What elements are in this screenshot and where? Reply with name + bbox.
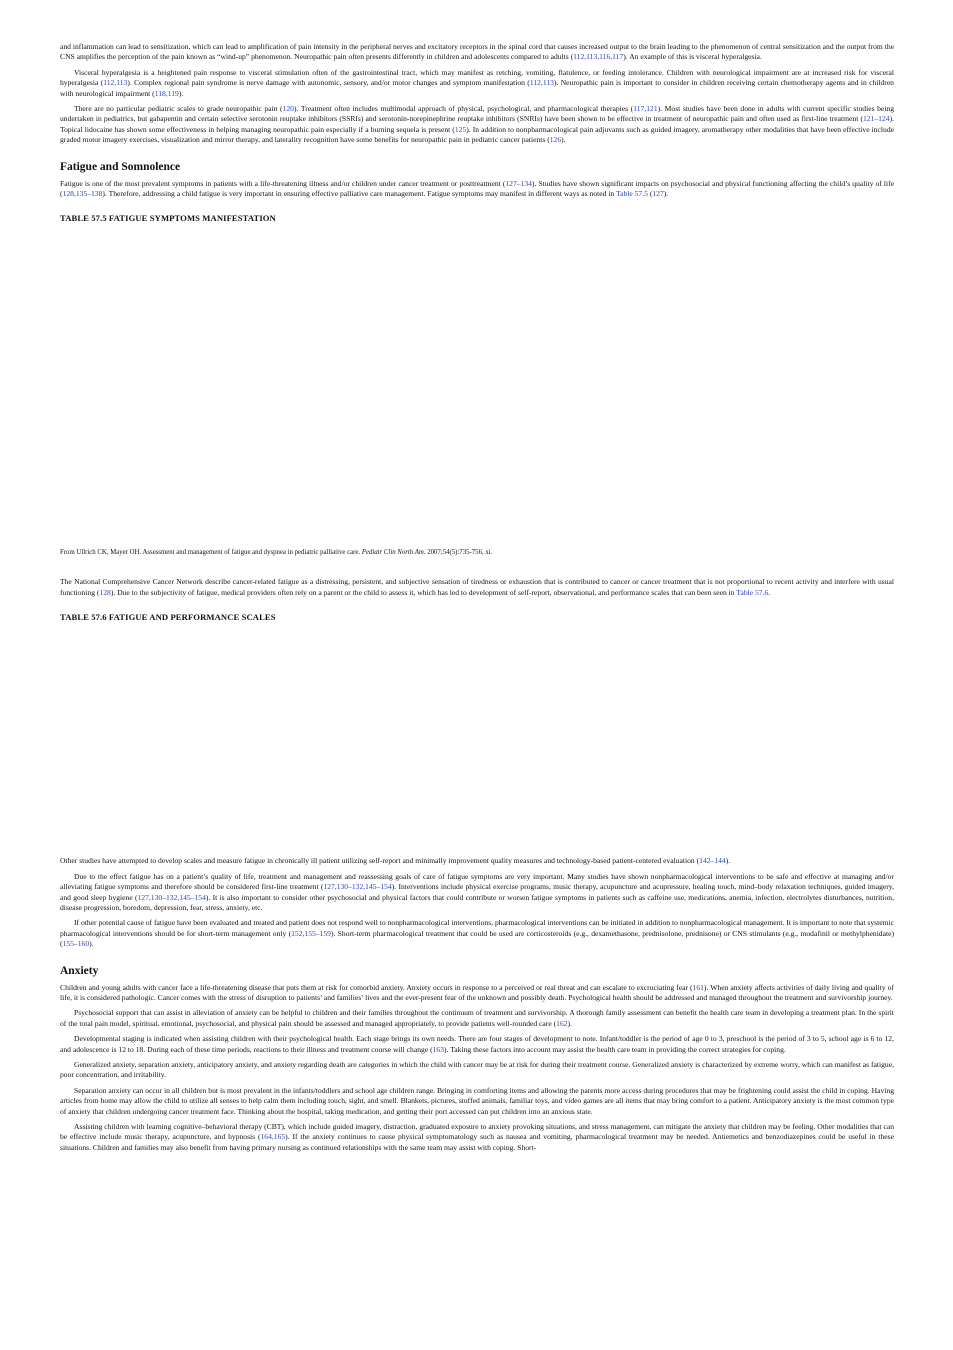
reference-link[interactable]: 164,165: [260, 1132, 286, 1142]
text: Due to the effect fatigue has on a patient’s quality of life, treatment and management and reassessing goals of care of fatigue symptoms are very important. Many studies have shown nonpharmacological interventions to be safe and effective at managing and/or alleviating fatigue symptoms and therefore should be considered first-line treatment (: [60, 871, 894, 892]
reference-link[interactable]: 127–134: [505, 178, 532, 188]
text: Other studies have attempted to develop scales and measure fatigue in chronically ill patient utilizing self-report and minimally improvement quality measures and technology-based patient-centered evaluation (: [60, 856, 700, 866]
paragraph-other-studies: [60, 856, 894, 866]
text: ).: [567, 1018, 572, 1028]
reference-link[interactable]: 125: [454, 124, 467, 134]
text: ).: [178, 88, 184, 98]
document-page: [60, 42, 894, 1158]
paragraph-developmental-staging: [60, 1034, 894, 1055]
text: ). Therefore, addressing a child fatigue is very important in ensuring effective palliative care management. Fatigue symptoms may manifest in different ways as noted in: [102, 189, 616, 199]
paragraph-psychosocial-support: [60, 1008, 894, 1029]
reference-link[interactable]: 161: [692, 982, 704, 992]
text: ).: [663, 189, 669, 199]
paragraph-potential-cause: [60, 918, 894, 949]
table-placeholder-57-5: [60, 223, 894, 548]
text: ). It is also important to consider other psychosocial and physical factors that could contribute or worsen fatigue symptoms in patients such as caffeine use, medications, anemia, infection, electrolytes disturbances, nutrition, disease progression, boredom, depression, fear, stress, anxiety, etc.: [60, 892, 894, 912]
text: ). Complex regional pain syndrome is nerve damage with autonomic, sensory, and/or motor changes and symptom manifestation (: [127, 78, 530, 88]
table-link[interactable]: Table 57.6: [736, 587, 769, 597]
paragraph-nccn: [60, 577, 894, 598]
text: ). Taking these factors into account may assist the health care team in providing the correct strategies for coping.: [444, 1044, 786, 1054]
text: Developmental staging is indicated when assisting children with their psychological health. Each stage brings its own needs. There are four stages of development to note. Infant/toddler is the period of age 0 to 3, preschool is the period of 3 to 5, school age is 6 to 12, and adolescence is 12 to 18. During each of these time periods, reactions to their illness and treatment course will change (: [60, 1034, 894, 1054]
reference-link[interactable]: 112,113: [529, 78, 554, 88]
reference-link[interactable]: 142–144: [699, 856, 726, 866]
reference-link[interactable]: 117,121: [633, 104, 658, 114]
reference-link[interactable]: 127,130–132,145–154: [323, 882, 392, 892]
paragraph-fatigue-effect: [60, 872, 894, 914]
text: Generalized anxiety, separation anxiety, anticipatory anxiety, and anxiety regarding death are categories in which the child with cancer may be at risk for during their treatment course. Generalized anxiety is characterized by extreme worry, which can manifest as fatigue, poor concentration, and irritability.: [60, 1059, 894, 1080]
paragraph-anxiety-intro: [60, 983, 894, 1004]
text: Separation anxiety can occur in all children but is most prevalent in the infants/toddlers and school age children range. Bringing in comforting items and allowing the parents more access during procedures that may be frightening could assist the child in coping. Having articles from home may allow the child to utilize all senses to help calm them including touch, sight, and smell. Blankets, pictures, stuffed animals, familiar toys, and video games are all items that may bring comfort to a patient. Anticipatory anxiety is the most common type of anxiety that children undergoing cancer treatment face. Thinking about the hospital, taking medication, and getting their port accessed can put children into an anxious state.: [60, 1085, 894, 1116]
text: Psychosocial support that can assist in alleviation of anxiety can be helpful to children and their families throughout the continuum of treatment and survivorship. A thorough family assessment can benefit the health care team in developing a treatment plan. In the spirit of the total pain model, spiritual, emotional, psychosocial, and physical pain should be assessed and managed appropriately, to provide patients well-rounded care (: [60, 1008, 894, 1028]
text: ). Neuropathic pain is important to consider in children receiving certain chemotherapy agents and in children with neurological impairment (: [60, 78, 894, 98]
text: ). Due to the subjectivity of fatigue, medical providers often rely on a parent or the child to assess it, which has led to development of self-report, observational, and performance scales that can been seen in: [110, 587, 737, 597]
table-placeholder-57-6: [60, 622, 894, 856]
reference-link[interactable]: 163: [432, 1044, 444, 1054]
reference-link[interactable]: 127: [652, 189, 664, 199]
text: ). An example of this is visceral hyperalgesia.: [623, 52, 762, 62]
table-title-57-6: TABLE 57.6 FATIGUE AND PERFORMANCE SCALES: [60, 612, 276, 623]
paragraph-neuropathic-scales: [60, 104, 894, 146]
table-source-note: [60, 548, 894, 557]
text: If other potential cause of fatigue have been evaluated and treated and patient does not respond well to nonpharmacological interventions, pharmacological interventions can be initiated in addition to nonpharmacological management. It is important to note that systemic pharmacological interventions should be for short-term management only (: [60, 918, 894, 938]
table-title-57-5: TABLE 57.5 FATIGUE SYMPTOMS MANIFESTATION: [60, 213, 276, 224]
reference-link[interactable]: 126: [549, 135, 562, 145]
text: and inflammation can lead to sensitization, which can lead to amplification of pain intensity in the peripheral nerves and excitatory receptors in the spinal cord that causes increased output to the brain leading to the phenomenon of central sensitization and the output from the CNS amplifies the perception of the pain known as “wind-up” phenomenon. Neuropathic pain often presents differently in children and adolescents compared to adults (: [60, 42, 894, 62]
text: (: [647, 189, 653, 199]
text: ). Topical lidocaine has shown some effectiveness in helping managing neuropathic pain especially if a burning sequela is present (: [60, 114, 894, 134]
paragraph-visceral-hyperalgesia: [60, 68, 894, 99]
text: ). In addition to nonpharmacological pain adjuvants such as guided imagery, aromatherapy other modalities that have been effective include graded motor imagery exercises, visualization and mirror therapy, and laterality recognition have some benefits for neuropathic pain in pediatric cancer patients (: [60, 124, 894, 145]
reference-link[interactable]: 121–124: [862, 114, 890, 124]
text: ). Short-term pharmacological treatment that could be used are corticosteroids (e.g., dexamethasone, prednisolone, prednisone) or CNS stimulants (e.g., modafinil or methylphenidate) (: [60, 928, 894, 949]
section-heading-fatigue: Fatigue and Somnolence: [60, 160, 181, 173]
paragraph-intro: [60, 42, 894, 63]
paragraph-fatigue: [60, 179, 894, 200]
text: .: [768, 587, 771, 597]
text: The National Comprehensive Cancer Network describe cancer-related fatigue as a distressing, persistent, and subjective sensation of tiredness or exhaustion that is contributed to cancer or cancer treatment that is not proportional to recent activity and interfere with usual functioning (: [60, 577, 894, 597]
text: Assisting children with learning cognitive–behavioral therapy (CBT), which include guided imagery, distraction, graduated exposure to anxiety provoking situations, and stress management, can mitigate the anxiety that children may be feeling. Other modalities that can be effective include music therapy, acupuncture, and hypnosis (: [60, 1122, 894, 1142]
table-link[interactable]: Table 57.5: [615, 189, 648, 199]
reference-link[interactable]: 162: [556, 1018, 568, 1028]
text: ). Most studies have been done in adults with current specific studies being undertaken in pediatrics, but gabapentin and certain selective serotonin reuptake inhibitors (SSRIs) and serotonin-norepinephrine reuptake inhibitors (SNRIs) have been shown to be effective in treatment of neuropathic pain and often used as first-line treatment (: [60, 104, 894, 124]
reference-link[interactable]: 128: [99, 587, 111, 597]
text: From Ullrich CK, Mayer OH. Assessment and management of fatigue and dyspnea in pediatric palliative care.: [60, 549, 362, 557]
reference-link[interactable]: 120: [282, 104, 294, 114]
text: ).: [561, 135, 566, 145]
reference-link[interactable]: 112,113: [103, 78, 128, 88]
text: ). When anxiety affects activities of daily living and quality of life, it is considered pathologic. Cancer comes with the stress of disruption to patients’ and families’ lives and the ever-present fear of the unknown and possibly death. Psychological health should be addressed and managed throughout the treatment and survivorship journey.: [60, 982, 894, 1002]
text: ).: [725, 856, 731, 866]
text: ). Studies have shown significant impacts on psychosocial and physical functioning affecting the child’s quality of life (: [60, 178, 894, 199]
journal-name: Pediatr Clin North Am.: [361, 549, 426, 557]
paragraph-separation-anxiety: [60, 1086, 894, 1117]
reference-link[interactable]: 112,113,116,117: [573, 52, 624, 62]
reference-link[interactable]: 155–160: [62, 939, 90, 949]
reference-link[interactable]: 152,155–159: [291, 928, 331, 938]
text: There are no particular pediatric scales to grade neuropathic pain (: [74, 104, 283, 114]
text: ). Treatment often includes multimodal approach of physical, psychological, and pharmacological therapies (: [293, 104, 634, 114]
text: Visceral hyperalgesia is a heightened pain response to visceral stimulation often of the gastrointestinal tract, which may manifest as retching, vomiting, flatulence, or feeding intolerance. Children with neurological impairment are at increased risk for visceral hyperalgesia (: [60, 67, 894, 88]
reference-link[interactable]: 128,135–138: [62, 189, 103, 199]
text: Fatigue is one of the most prevalent symptoms in patients with a life-threatening illness and/or children under cancer treatment or posttreatment (: [60, 178, 506, 188]
text: Children and young adults with cancer face a life-threatening disease that puts them at risk for comorbid anxiety. Anxiety occurs in response to a perceived or real threat and can escalate to excruciating fear (: [60, 982, 693, 992]
text: ).: [89, 939, 94, 949]
reference-link[interactable]: 127,130–132,145–154: [137, 892, 206, 902]
text: ). If the anxiety continues to cause physical symptomatology such as nausea and vomiting, pharmacological treatment may be needed. Antiemetics and benzodiazepines could be useful in these situations. Children and families may also benefit from having primary nursing as continued relationships with the same team may assist with coping. Short-: [60, 1132, 894, 1152]
text: ). Interventions include physical exercise programs, music therapy, acupuncture and acupressure, healing touch, mind–body relaxation techniques, guided imagery, and good sleep hygiene (: [60, 882, 894, 902]
reference-link[interactable]: 118,119: [154, 88, 179, 98]
paragraph-generalized-anxiety: [60, 1060, 894, 1081]
text: 2007;54(5):735-756, xi.: [425, 549, 493, 557]
section-heading-anxiety: Anxiety: [60, 964, 99, 977]
paragraph-cbt: [60, 1122, 894, 1153]
